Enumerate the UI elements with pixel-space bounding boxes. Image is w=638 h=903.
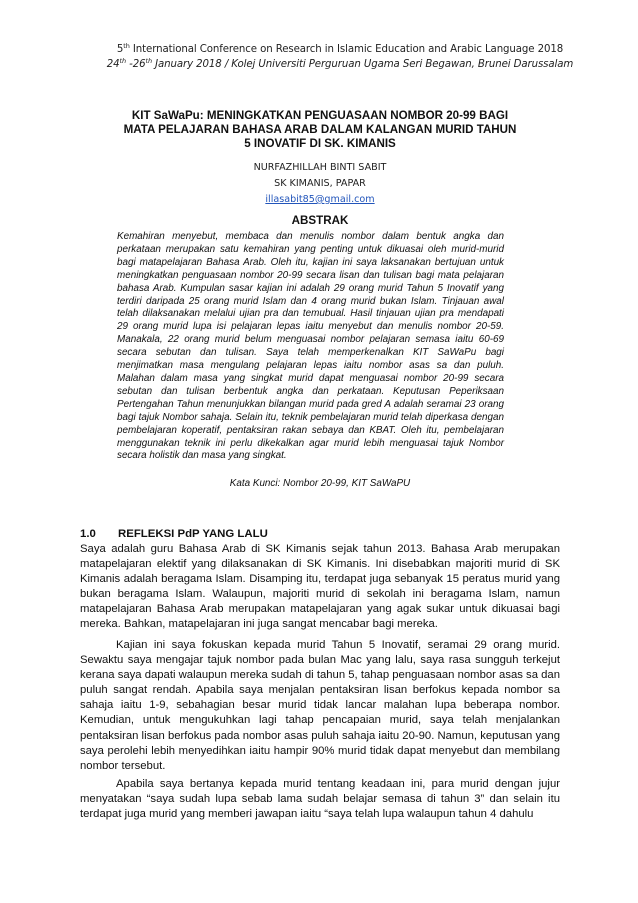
abstract-text: Kemahiran menyebut, membaca dan menulis nombor dalam bentuk angka dan perkataan merupakan satu kemahiran yang penting untuk dikuasai oleh murid-murid bagi matapelajaran Bahasa Arab. Oleh itu, kajian ini saya laksanakan bertujuan untuk meningkatkan penguasaan nombor 20-99 secara lisan dan tulisan bagi mata pelajaran bahasa Arab. Kumpulan sasar kajian ini adalah 29 orang murid Tahun 5 Inovatif yang terdiri daripada 25 orang murid Islam dan 4 orang murid bukan Islam. Tinjauan awal telah dilaksanakan melalui ujian pra dan temubual. Hasil tinjauan ujian pra mendapati 29 orang murid lupa isi pelajaran lepas iaitu menyebut dan menulis nombor 20-59. Manakala, 22 orang murid belum menguasai nombor pelajaran semasa iaitu 60-69 secara sebutan dan tulisan. Saya telah memperkenalkan KIT SaWaPu bagi menjimatkan masa mengulang pelajaran lepas iaitu nombor asas sa dan puluh. Malahan dalam masa yang singkat murid dapat menguasai nombor 20-99 secara sebutan dan tulisan berbentuk angka dan perkataan. Keputusan Peperiksaan Pertengahan Tahun menunjukkan bilangan murid pada gred A adalah seramai 23 orang bagi tajuk Nombor sahaja. Selain itu, teknik pembelajaran murid telah diperkasa dengan pembelajaran koperatif, pentaksiran rakan sebaya dan KBAT. Oleh itu, pembelajaran menggunakan teknik ini perlu dikekalkan agar murid lebih menguasai tajuk Nombor secara holistik dan masa yang singkat. <box>117 231 504 462</box>
header-conf-text: International Conference on Research in Islamic Education and Arabic Language 2018 <box>129 44 564 55</box>
header-date-end-sup: th <box>145 57 152 65</box>
author-email-link[interactable]: illasabit85@gmail.com <box>265 194 375 205</box>
conference-header <box>60 44 620 55</box>
header-date-start: 24 <box>106 59 120 70</box>
abstract-heading: ABSTRAK <box>291 214 349 227</box>
header-date-start-sup: th <box>119 57 127 65</box>
title-line: MATA PELAJARAN BAHASA ARAB DALAM KALANGAN MURID TAHUN <box>123 123 517 136</box>
header-conf-num: 5 <box>116 44 124 55</box>
conference-date-venue <box>60 59 620 70</box>
section-number: 1.0 <box>80 528 96 540</box>
keywords: Kata Kunci: Nombor 20-99, KIT SaWaPU <box>229 478 411 489</box>
author-name: NURFAZHILLAH BINTI SABIT <box>253 162 387 173</box>
header-conf-sup: th <box>123 42 130 50</box>
header-date-end: -26 <box>126 59 146 70</box>
section-title: REFLEKSI PdP YANG LALU <box>118 528 268 540</box>
section-heading <box>80 528 268 540</box>
body-paragraph: Saya adalah guru Bahasa Arab di SK Kimanis sejak tahun 2013. Bahasa Arab merupakan matapelajaran elektif yang dilaksanakan di SK Kimanis. Ini disebabkan majoriti murid di SK Kimanis adalah beragama Islam. Disamping itu, terdapat juga sebanyak 15 peratus murid yang bukan beragama Islam. Walaupun, majoriti murid di sekolah ini beragama Islam, namun matapelajaran Bahasa Arab merupakan matapelajaran yang agak sukar untuk dikuasai bagi mereka. Bahkan, matapelajaran ini juga sangat mencabar bagi mereka. <box>80 543 560 631</box>
title-line: 5 INOVATIF DI SK. KIMANIS <box>244 137 396 150</box>
header-venue-text: January 2018 / Kolej Universiti Perguruan Ugama Seri Begawan, Brunei Darussalam <box>151 59 574 70</box>
author-affiliation: SK KIMANIS, PAPAR <box>274 178 366 189</box>
title-line: KIT SaWaPu: MENINGKATKAN PENGUASAAN NOMBOR 20-99 BAGI <box>131 109 509 122</box>
paper-title <box>100 109 540 151</box>
body-paragraph: Kajian ini saya fokuskan kepada murid Tahun 5 Inovatif, seramai 29 orang murid. Sewaktu saya mengajar tajuk nombor pada bulan Mac yang lalu, saya rasa sungguh terkejut kerana saya dapati walaupun mereka sudah di tahun 5, tahap penguasaan nombor asas sa dan puluh sangat rendah. Apabila saya menjalan pentaksiran lisan berfokus kepada nombor sa sahaja iaitu 1-9, sebahagian besar murid tidak lancar malahan lupa beberapa nombor. Kemudian, untuk mengukuhkan lagi tahap pencapaian murid, saya telah menjalankan pentaksiran lisan berfokus pada nombor asas puluh sahaja iaitu 20-90. Namun, keputusan yang saya perolehi lebih menyedihkan iaitu hampir 90% murid tidak dapat menyebut dan membilang nombor tersebut. <box>80 639 560 772</box>
body-paragraph: Apabila saya bertanya kepada murid tentang keadaan ini, para murid dengan jujur menyatakan “saya sudah lupa sebab lama sudah belajar semasa di tahun 3” dan selain itu terdapat juga murid yang memberi jawapan iaitu “saya telah lupa walaupun tahun 4 dahulu <box>80 778 560 821</box>
